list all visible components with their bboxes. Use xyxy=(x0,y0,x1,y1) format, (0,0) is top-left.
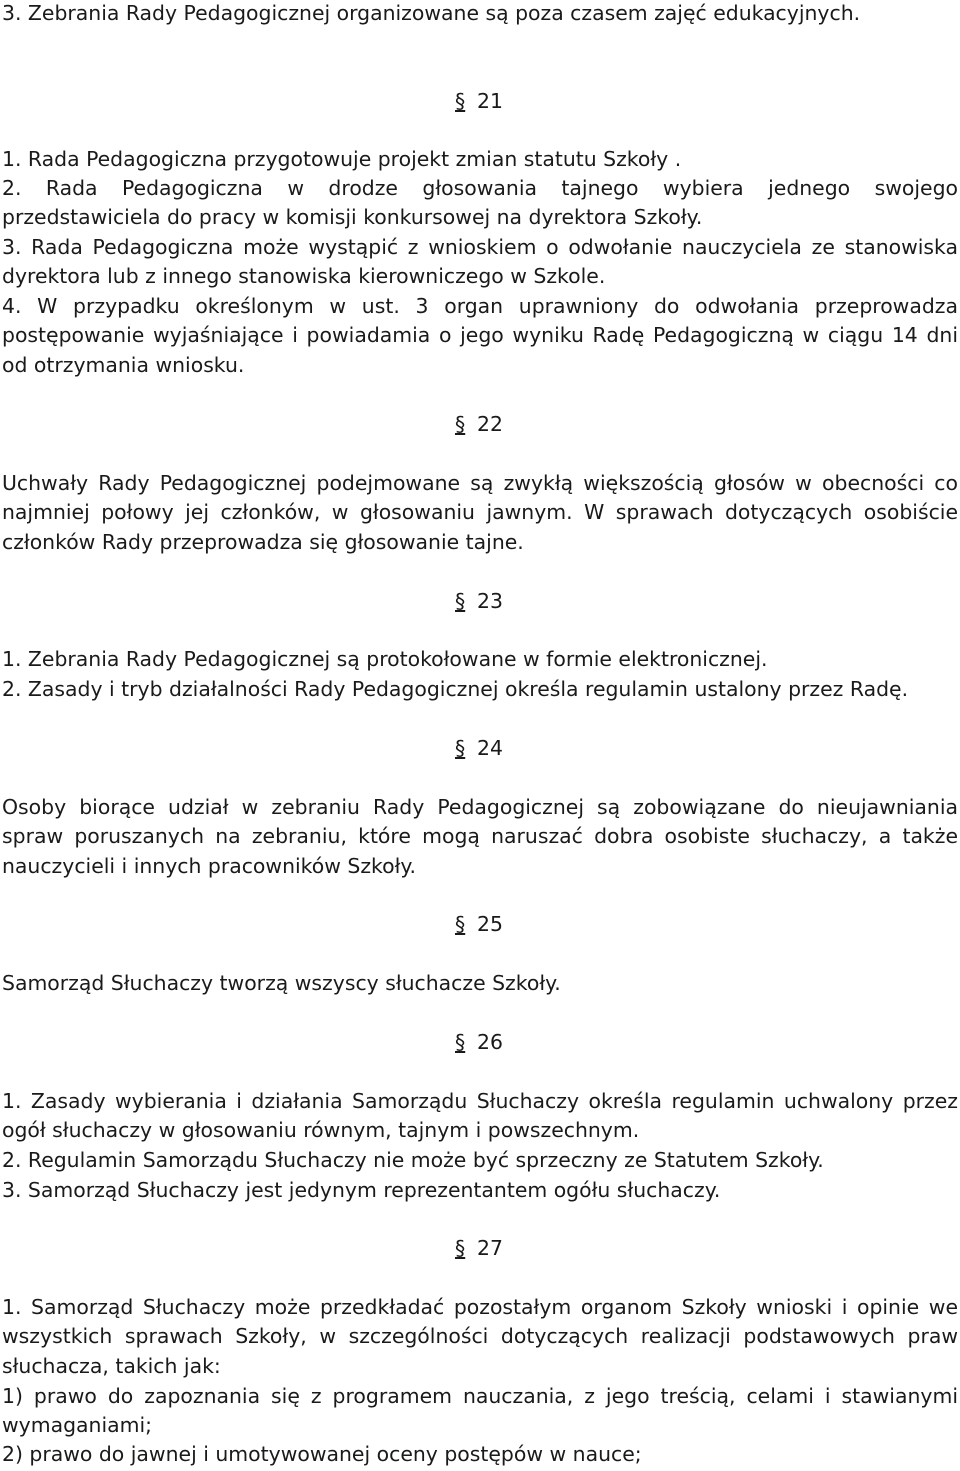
section-heading-27 xyxy=(455,1234,503,1263)
paragraph-text: 2) prawo do jawnej i umotywowanej oceny postępów w nauce; xyxy=(2,1442,642,1466)
section-symbol: § xyxy=(455,1236,466,1260)
section-heading-25 xyxy=(455,910,503,939)
section-symbol: § xyxy=(455,912,466,936)
paragraph-text: Uchwały Rady Pedagogicznej podejmowane są zwykłą większością głosów w obecności co najmniej połowy jej członków, w głosowaniu jawnym. W sprawach dotyczących osobiście członków Rady przeprowadza się głosowanie tajne. xyxy=(2,471,958,554)
paragraph-text: Samorząd Słuchaczy tworzą wszyscy słuchacze Szkoły. xyxy=(2,971,561,995)
section-symbol: § xyxy=(455,412,466,436)
paragraph-text: 2. Rada Pedagogiczna w drodze głosowania tajnego wybiera jednego swojego przedstawiciela do pracy w komisji konkursowej na dyrektora Szkoły. xyxy=(2,176,958,230)
paragraph-text: 3. Rada Pedagogiczna może wystąpić z wnioskiem o odwołanie nauczyciela ze stanowiska dyrektora lub z innego stanowiska kierowniczego w Szkole. xyxy=(2,235,958,289)
section-number: 27 xyxy=(477,1236,503,1260)
section-number: 21 xyxy=(477,89,503,113)
section-number: 24 xyxy=(477,736,503,760)
paragraph-text: Osoby biorące udział w zebraniu Rady Pedagogicznej są zobowiązane do nieujawniania spraw poruszanych na zebraniu, które mogą naruszać dobra osobiste słuchaczy, a także nauczycieli i innych pracowników Szkoły. xyxy=(2,795,958,878)
paragraph-text: 2. Zasady i tryb działalności Rady Pedagogicznej określa regulamin ustalony przez Radę. xyxy=(2,677,909,701)
paragraph-text: 1. Zebrania Rady Pedagogicznej są protokołowane w formie elektronicznej. xyxy=(2,647,768,671)
section-symbol: § xyxy=(455,89,466,113)
section-number: 25 xyxy=(477,912,503,936)
section-heading-24 xyxy=(455,734,503,763)
paragraph-text: 1. Zasady wybierania i działania Samorządu Słuchaczy określa regulamin uchwalony przez ogół słuchaczy w głosowaniu równym, tajnym i powszechnym. xyxy=(2,1089,958,1143)
section-symbol: § xyxy=(455,736,466,760)
section-heading-22 xyxy=(455,410,503,439)
section-number: 22 xyxy=(477,412,503,436)
section-heading-26 xyxy=(455,1028,503,1057)
section-symbol: § xyxy=(455,1030,466,1054)
section-heading-23 xyxy=(455,587,503,616)
paragraph-text: 4. W przypadku określonym w ust. 3 organ uprawniony do odwołania przeprowadza postępowanie wyjaśniające i powiadamia o jego wyniku Radę Pedagogiczną w ciągu 14 dni od otrzymania wniosku. xyxy=(2,294,958,377)
section-symbol: § xyxy=(455,589,466,613)
paragraph-text: 1. Samorząd Słuchaczy może przedkładać pozostałym organom Szkoły wnioski i opinie we wszystkich sprawach Szkoły, w szczególności dotyczących realizacji podstawowych praw słuchacza, takich jak: xyxy=(2,1295,958,1378)
paragraph-text: 1) prawo do zapoznania się z programem nauczania, z jego treścią, celami i stawianymi wymaganiami; xyxy=(2,1384,958,1438)
paragraph-text: 3. Zebrania Rady Pedagogicznej organizowane są poza czasem zajęć edukacyjnych. xyxy=(2,1,861,25)
paragraph-text: 1. Rada Pedagogiczna przygotowuje projekt zmian statutu Szkoły . xyxy=(2,147,682,171)
paragraph-text: 2. Regulamin Samorządu Słuchaczy nie może być sprzeczny ze Statutem Szkoły. xyxy=(2,1148,824,1172)
section-heading-21 xyxy=(455,87,503,116)
section-number: 23 xyxy=(477,589,503,613)
section-number: 26 xyxy=(477,1030,503,1054)
paragraph-text: 3. Samorząd Słuchaczy jest jedynym reprezentantem ogółu słuchaczy. xyxy=(2,1178,721,1202)
